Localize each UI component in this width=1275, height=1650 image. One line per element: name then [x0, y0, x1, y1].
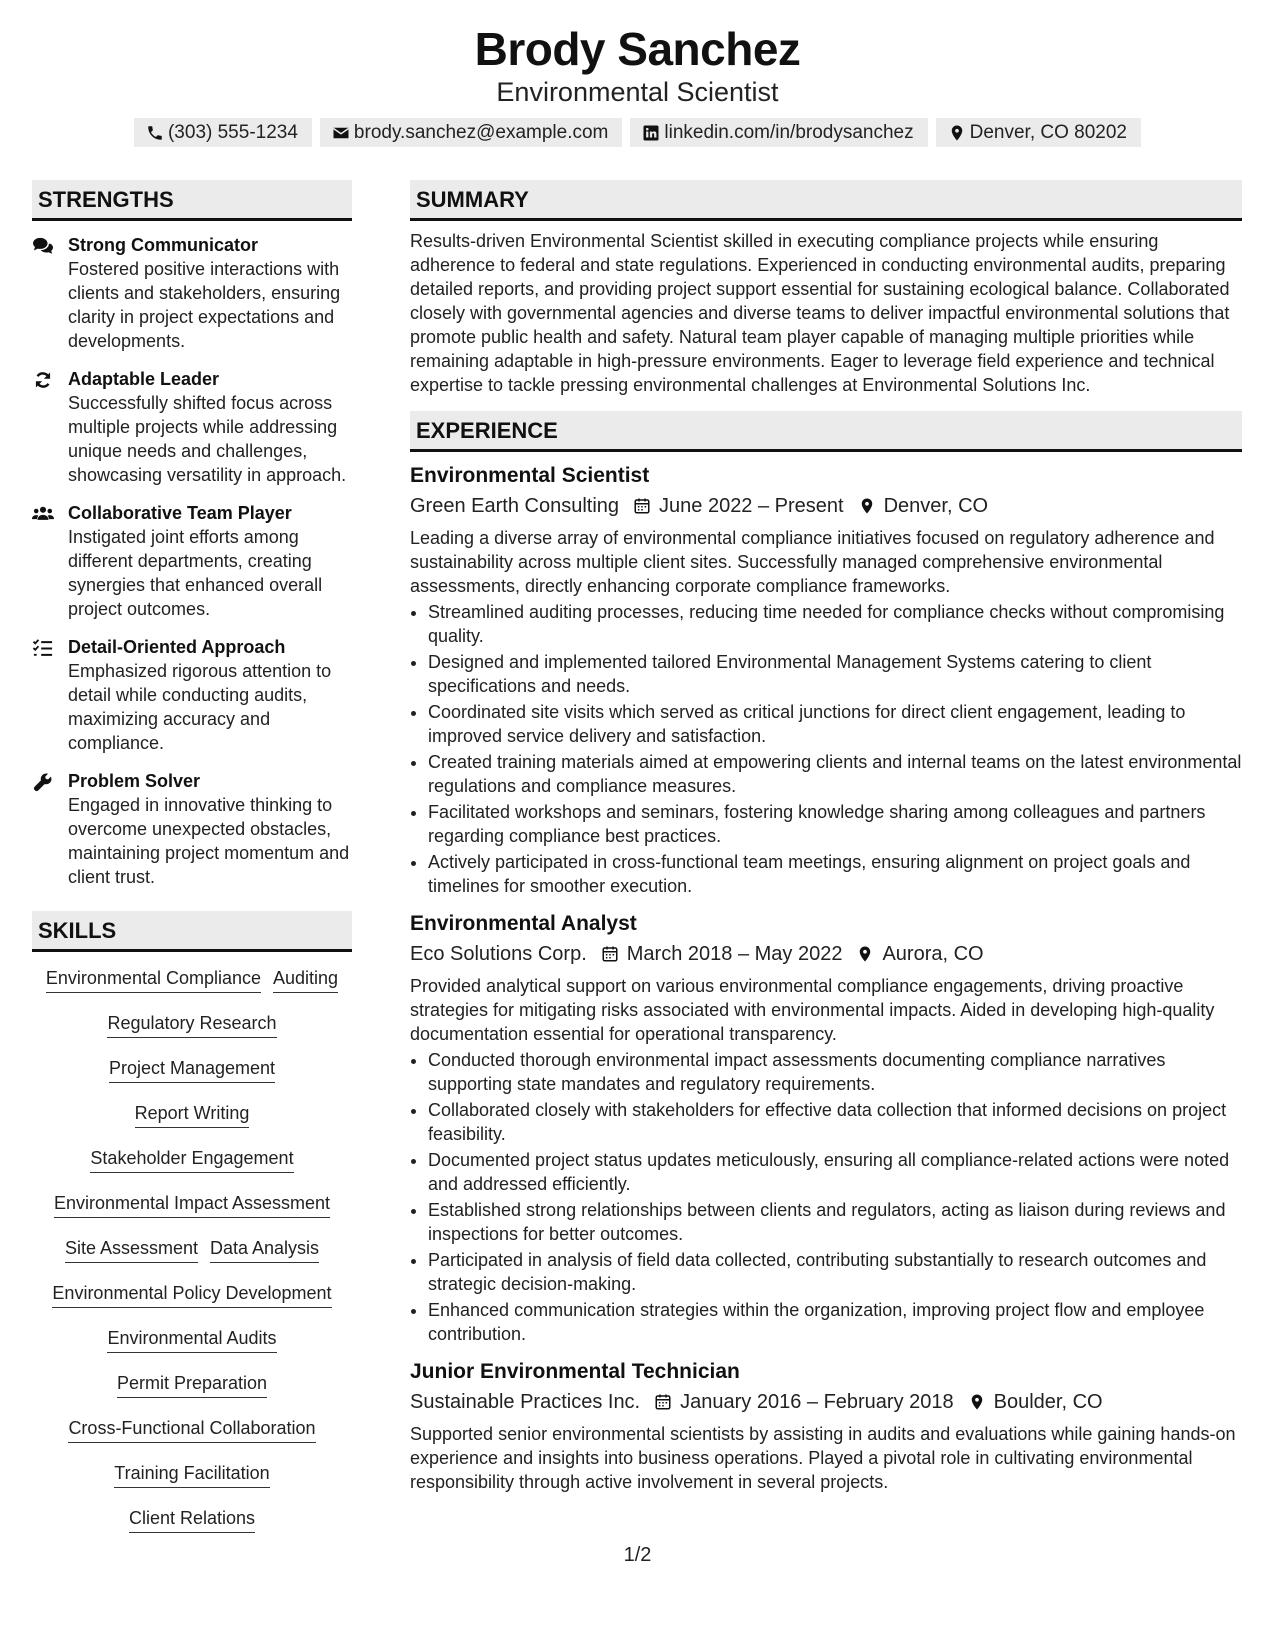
job-bullet: • Collaborated closely with stakeholders for effective data collection that informed decisions on project feasibility. — [428, 1098, 1242, 1146]
job-bullet: • Participated in analysis of field data collected, contributing substantially to research outcomes and strategic decision-making. — [428, 1248, 1242, 1296]
skill-tag: Stakeholder Engagement — [90, 1146, 293, 1173]
strength-title: Strong Communicator — [68, 235, 259, 255]
job-meta — [410, 940, 1242, 968]
summary-text: Results-driven Environmental Scientist skilled in executing compliance projects while ensuring adherence to federal and state regulations. Experienced in conducting environmental audits, preparing detailed reports, and providing project support essential for sustaining ecological balance. Collaborated closely with governmental agencies and diverse teams to deliver impactful environmental solutions that promote public health and safety. Natural team player capable of managing multiple priorities while remaining adaptable in high-pressure environments. Eager to leverage field experience and technical expertise to tackle pressing environmental challenges at Environmental Solutions Inc. — [410, 231, 1230, 395]
job-description: Leading a diverse array of environmental compliance initiatives focused on regulatory adherence and sustainability across multiple client sites. Successfully managed comprehensive environmental assessments, directly enhancing corporate compliance frameworks. — [410, 528, 1215, 596]
summary-heading: SUMMARY — [410, 180, 1242, 221]
resume-header — [0, 0, 1275, 147]
phone-icon — [146, 124, 164, 142]
skills-list — [32, 966, 352, 1551]
location-pin-icon — [858, 497, 876, 515]
contact-linkedin-text: linkedin.com/in/brodysanchez — [664, 122, 914, 143]
strength-desc: Engaged in innovative thinking to overcome unexpected obstacles, maintaining project momentum and client trust. — [68, 795, 350, 887]
refresh-icon — [32, 370, 54, 390]
job-entry — [410, 910, 1242, 1346]
job-bullet: • Created training materials aimed at empowering clients and internal teams on the latest environmental regulations and compliance measures. — [428, 750, 1242, 798]
location-pin-icon — [968, 1393, 986, 1411]
contact-bar — [0, 118, 1275, 147]
skill-tag: Client Relations — [129, 1506, 255, 1533]
skill-tag: Auditing — [273, 966, 338, 993]
job-bullet: • Designed and implemented tailored Environmental Management Systems catering to client specifications and needs. — [428, 650, 1242, 698]
strength-title: Collaborative Team Player — [68, 503, 292, 523]
skill-tag: Report Writing — [135, 1101, 250, 1128]
skill-tag: Site Assessment — [65, 1236, 198, 1263]
strengths-heading: STRENGTHS — [32, 180, 352, 221]
skill-tag: Environmental Compliance — [46, 966, 261, 993]
skill-tag: Environmental Audits — [107, 1326, 276, 1353]
job-company: Sustainable Practices Inc. — [410, 1391, 641, 1413]
contact-linkedin[interactable] — [630, 118, 927, 147]
strength-desc: Emphasized rigorous attention to detail while conducting audits, maximizing accuracy and compliance. — [68, 661, 332, 753]
wrench-icon — [32, 772, 54, 792]
strength-item — [32, 635, 352, 755]
job-title: Environmental Analyst — [410, 912, 637, 935]
strength-item — [32, 233, 352, 353]
experience-heading: EXPERIENCE — [410, 411, 1242, 452]
job-entry — [410, 1358, 1242, 1494]
skills-heading: SKILLS — [32, 911, 352, 952]
job-description: Provided analytical support on various environmental compliance engagements, driving proactive strategies for mitigating risks associated with environmental impacts. Aided in developing high-quality documentation essential for operational transparency. — [410, 976, 1215, 1044]
contact-phone[interactable] — [134, 118, 312, 147]
strength-item — [32, 501, 352, 621]
job-dates: June 2022 – Present — [659, 495, 844, 517]
right-column — [410, 180, 1242, 1494]
strength-desc: Successfully shifted focus across multiple projects while addressing unique needs and challenges, showcasing versatility in approach. — [68, 393, 347, 485]
left-column — [32, 180, 352, 1551]
job-company: Eco Solutions Corp. — [410, 943, 587, 965]
job-meta — [410, 1388, 1242, 1416]
candidate-name: Brody Sanchez — [474, 23, 801, 75]
job-bullet: • Facilitated workshops and seminars, fostering knowledge sharing among colleagues and partners regarding compliance best practices. — [428, 800, 1242, 848]
job-bullet: • Streamlined auditing processes, reducing time needed for compliance checks without compromising quality. — [428, 600, 1242, 648]
job-company: Green Earth Consulting — [410, 495, 620, 517]
contact-location-text: Denver, CO 80202 — [969, 122, 1127, 143]
calendar-icon — [654, 1393, 672, 1411]
checklist-icon — [32, 638, 54, 658]
strength-title: Problem Solver — [68, 771, 201, 791]
skill-tag: Cross-Functional Collaboration — [68, 1416, 315, 1443]
users-icon — [32, 504, 54, 524]
strength-item — [32, 367, 352, 487]
location-pin-icon — [948, 124, 966, 142]
job-bullet: • Coordinated site visits which served as critical junctions for direct client engagement, leading to improved service delivery and satisfaction. — [428, 700, 1242, 748]
job-dates: January 2016 – February 2018 — [680, 1391, 954, 1413]
job-bullet: • Actively participated in cross-functional team meetings, ensuring alignment on project goals and timelines for smoother execution. — [428, 850, 1242, 898]
job-title: Junior Environmental Technician — [410, 1360, 740, 1383]
location-pin-icon — [856, 945, 874, 963]
linkedin-icon — [642, 124, 660, 142]
strength-desc: Instigated joint efforts among different departments, creating synergies that enhanced overall project outcomes. — [68, 527, 323, 619]
job-bullet: • Enhanced communication strategies within the organization, improving project flow and employee contribution. — [428, 1298, 1242, 1346]
strength-desc: Fostered positive interactions with clients and stakeholders, ensuring clarity in project expectations and developments. — [68, 259, 341, 351]
skill-tag: Permit Preparation — [117, 1371, 267, 1398]
job-location: Denver, CO — [883, 495, 989, 517]
skill-tag: Environmental Policy Development — [52, 1281, 331, 1308]
comments-icon — [32, 236, 54, 256]
strength-title: Detail-Oriented Approach — [68, 637, 286, 657]
job-bullet: • Documented project status updates meticulously, ensuring all compliance-related actions were noted and addressed efficiently. — [428, 1148, 1242, 1196]
skill-tag: Environmental Impact Assessment — [54, 1191, 330, 1218]
contact-email[interactable] — [320, 118, 622, 147]
skill-tag: Training Facilitation — [114, 1461, 269, 1488]
candidate-role: Environmental Scientist — [496, 77, 779, 107]
job-dates: March 2018 – May 2022 — [626, 943, 843, 965]
contact-phone-text: (303) 555-1234 — [167, 122, 298, 143]
skill-tag: Project Management — [109, 1056, 275, 1083]
page-number: 1/2 — [623, 1544, 652, 1566]
job-bullets — [410, 600, 1242, 898]
calendar-icon — [633, 497, 651, 515]
contact-email-text: brody.sanchez@example.com — [353, 122, 609, 143]
job-location: Aurora, CO — [882, 943, 984, 965]
job-location: Boulder, CO — [993, 1391, 1103, 1413]
job-bullets — [410, 1048, 1242, 1346]
job-bullet: • Conducted thorough environmental impact assessments documenting compliance narratives supporting state mandates and regulatory requirements. — [428, 1048, 1242, 1096]
skill-tag: Regulatory Research — [107, 1011, 276, 1038]
job-description: Supported senior environmental scientists by assisting in audits and evaluations while gaining hands-on experience and insights into business operations. Played a pivotal role in cultivating environmental responsibility through active involvement in several projects. — [410, 1424, 1236, 1492]
job-entry — [410, 462, 1242, 898]
strength-title: Adaptable Leader — [68, 369, 220, 389]
job-title: Environmental Scientist — [410, 464, 650, 487]
calendar-icon — [601, 945, 619, 963]
envelope-icon — [332, 124, 350, 142]
contact-location — [936, 118, 1141, 147]
job-meta — [410, 492, 1242, 520]
skill-tag: Data Analysis — [210, 1236, 319, 1263]
strength-item — [32, 769, 352, 889]
job-bullet: • Established strong relationships between clients and regulators, acting as liaison during reviews and inspections for better outcomes. — [428, 1198, 1242, 1246]
